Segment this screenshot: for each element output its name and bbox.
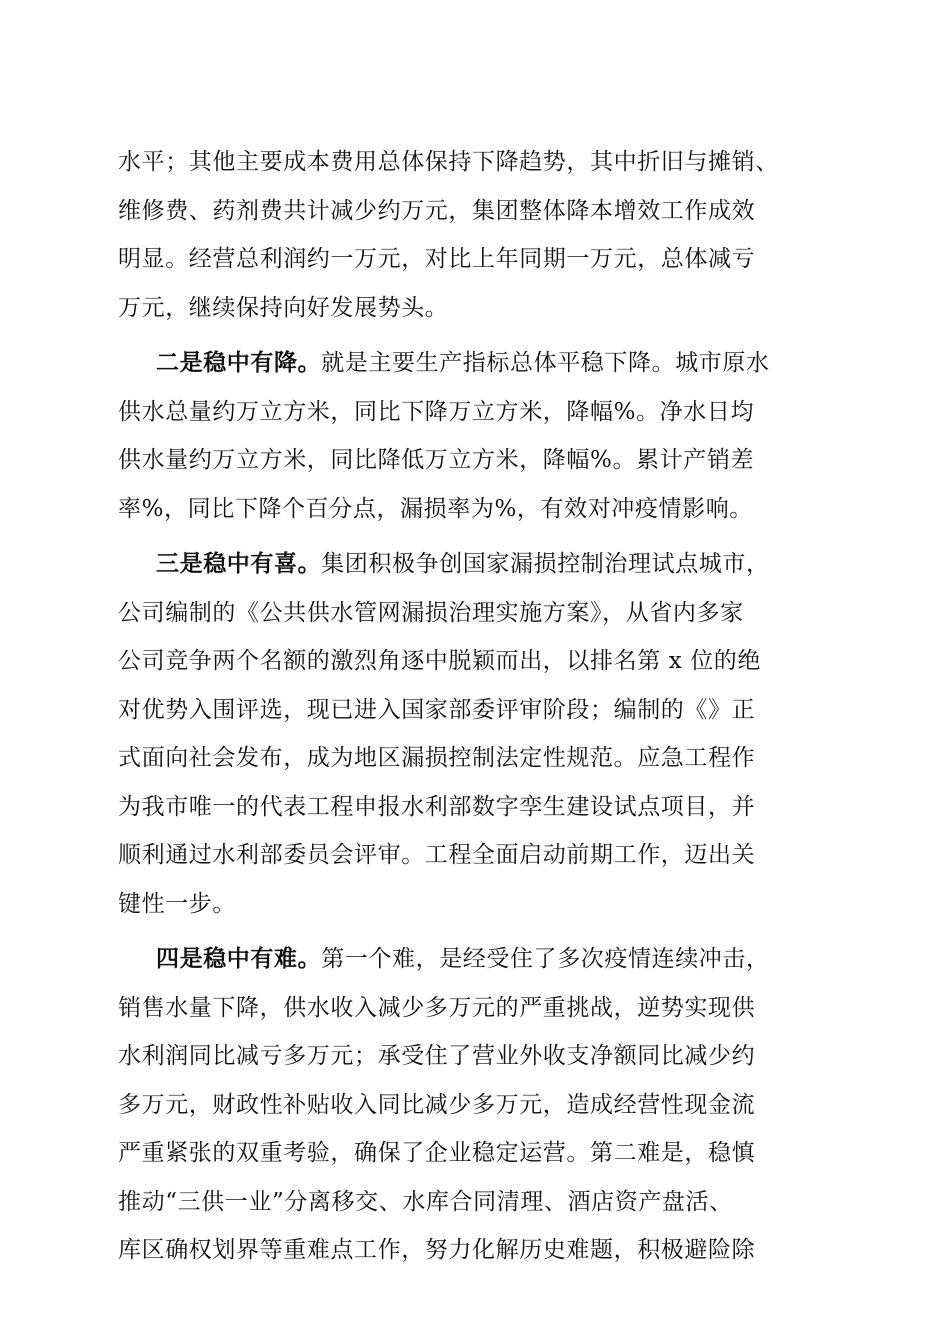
- paragraph-heading: 四是稳中有难。: [156, 945, 322, 972]
- paragraph-heading: 二是稳中有降。: [156, 349, 322, 376]
- text-line: 供水总量约万立方米，同比下降万立方米，降幅%。净水日均: [118, 398, 755, 425]
- text-line: 对优势入围评选，现已进入国家部委评审阶段；编制的《》正: [118, 696, 756, 723]
- text-line: 顺利通过水利部委员会评审。工程全面启动前期工作，迈出关: [118, 842, 756, 868]
- text-run: 第一个难，是经受住了多次疫情连续冲击，: [321, 946, 770, 972]
- text-line: 水平；其他主要成本费用总体保持下降趋势，其中折旧与摊销、: [118, 149, 779, 175]
- text-line: 库区确权划界等重难点工作，努力化解历史难题，积极避险除: [118, 1237, 756, 1263]
- text-line: 销售水量下降，供水收入减少多万元的严重挑战，逆势实现供: [118, 994, 756, 1021]
- paragraph-1: [118, 138, 840, 332]
- text-line: 明显。经营总利润约一万元，对比上年同期一万元，总体减亏: [118, 246, 756, 272]
- text-line: 键性一步。: [118, 890, 236, 917]
- text-line: 严重紧张的双重考验，确保了企业稳定运营。第二难是，稳慎: [118, 1140, 756, 1166]
- text-line: [118, 935, 840, 984]
- text-line: 公司编制的《公共供水管网漏损治理实施方案》，从省内多家: [118, 599, 744, 626]
- text-run: 集团积极争创国家漏损控制治理试点城市，: [321, 551, 770, 577]
- body-text: [118, 138, 840, 1275]
- text-line: 公司竞争两个名额的激烈角逐中脱颖而出，以排名第 x 位的绝: [118, 648, 761, 674]
- paragraph-2: [118, 339, 840, 533]
- text-line: 为我市唯一的代表工程申报水利部数字孪生建设试点项目，并: [118, 793, 756, 820]
- text-run: 就是主要生产指标总体平稳下降。城市原水: [321, 350, 770, 376]
- text-line: [118, 540, 840, 589]
- text-line: 式面向社会发布，成为地区漏损控制法定性规范。应急工程作: [118, 745, 756, 771]
- paragraph-4: [118, 935, 840, 1275]
- text-line: 供水量约万立方米，同比降低万立方米，降幅%。累计产销差: [118, 447, 755, 473]
- text-line: [118, 339, 840, 388]
- text-line: 水利润同比减亏多万元；承受住了营业外收支净额同比减少约: [118, 1043, 756, 1069]
- paragraph-heading: 三是稳中有喜。: [156, 550, 322, 577]
- text-line: 多万元，财政性补贴收入同比减少多万元，造成经营性现金流: [118, 1091, 756, 1118]
- text-line: 维修费、药剂费共计减少约万元，集团整体降本增效工作成效: [118, 197, 756, 224]
- paragraph-3: [118, 540, 840, 928]
- text-line: 万元，继续保持向好发展势头。: [118, 294, 449, 321]
- text-line: 率%，同比下降个百分点，漏损率为%，有效对冲疫情影响。: [118, 495, 753, 522]
- text-line: 推动“三供一业”分离移交、水库合同清理、酒店资产盘活、: [118, 1188, 733, 1215]
